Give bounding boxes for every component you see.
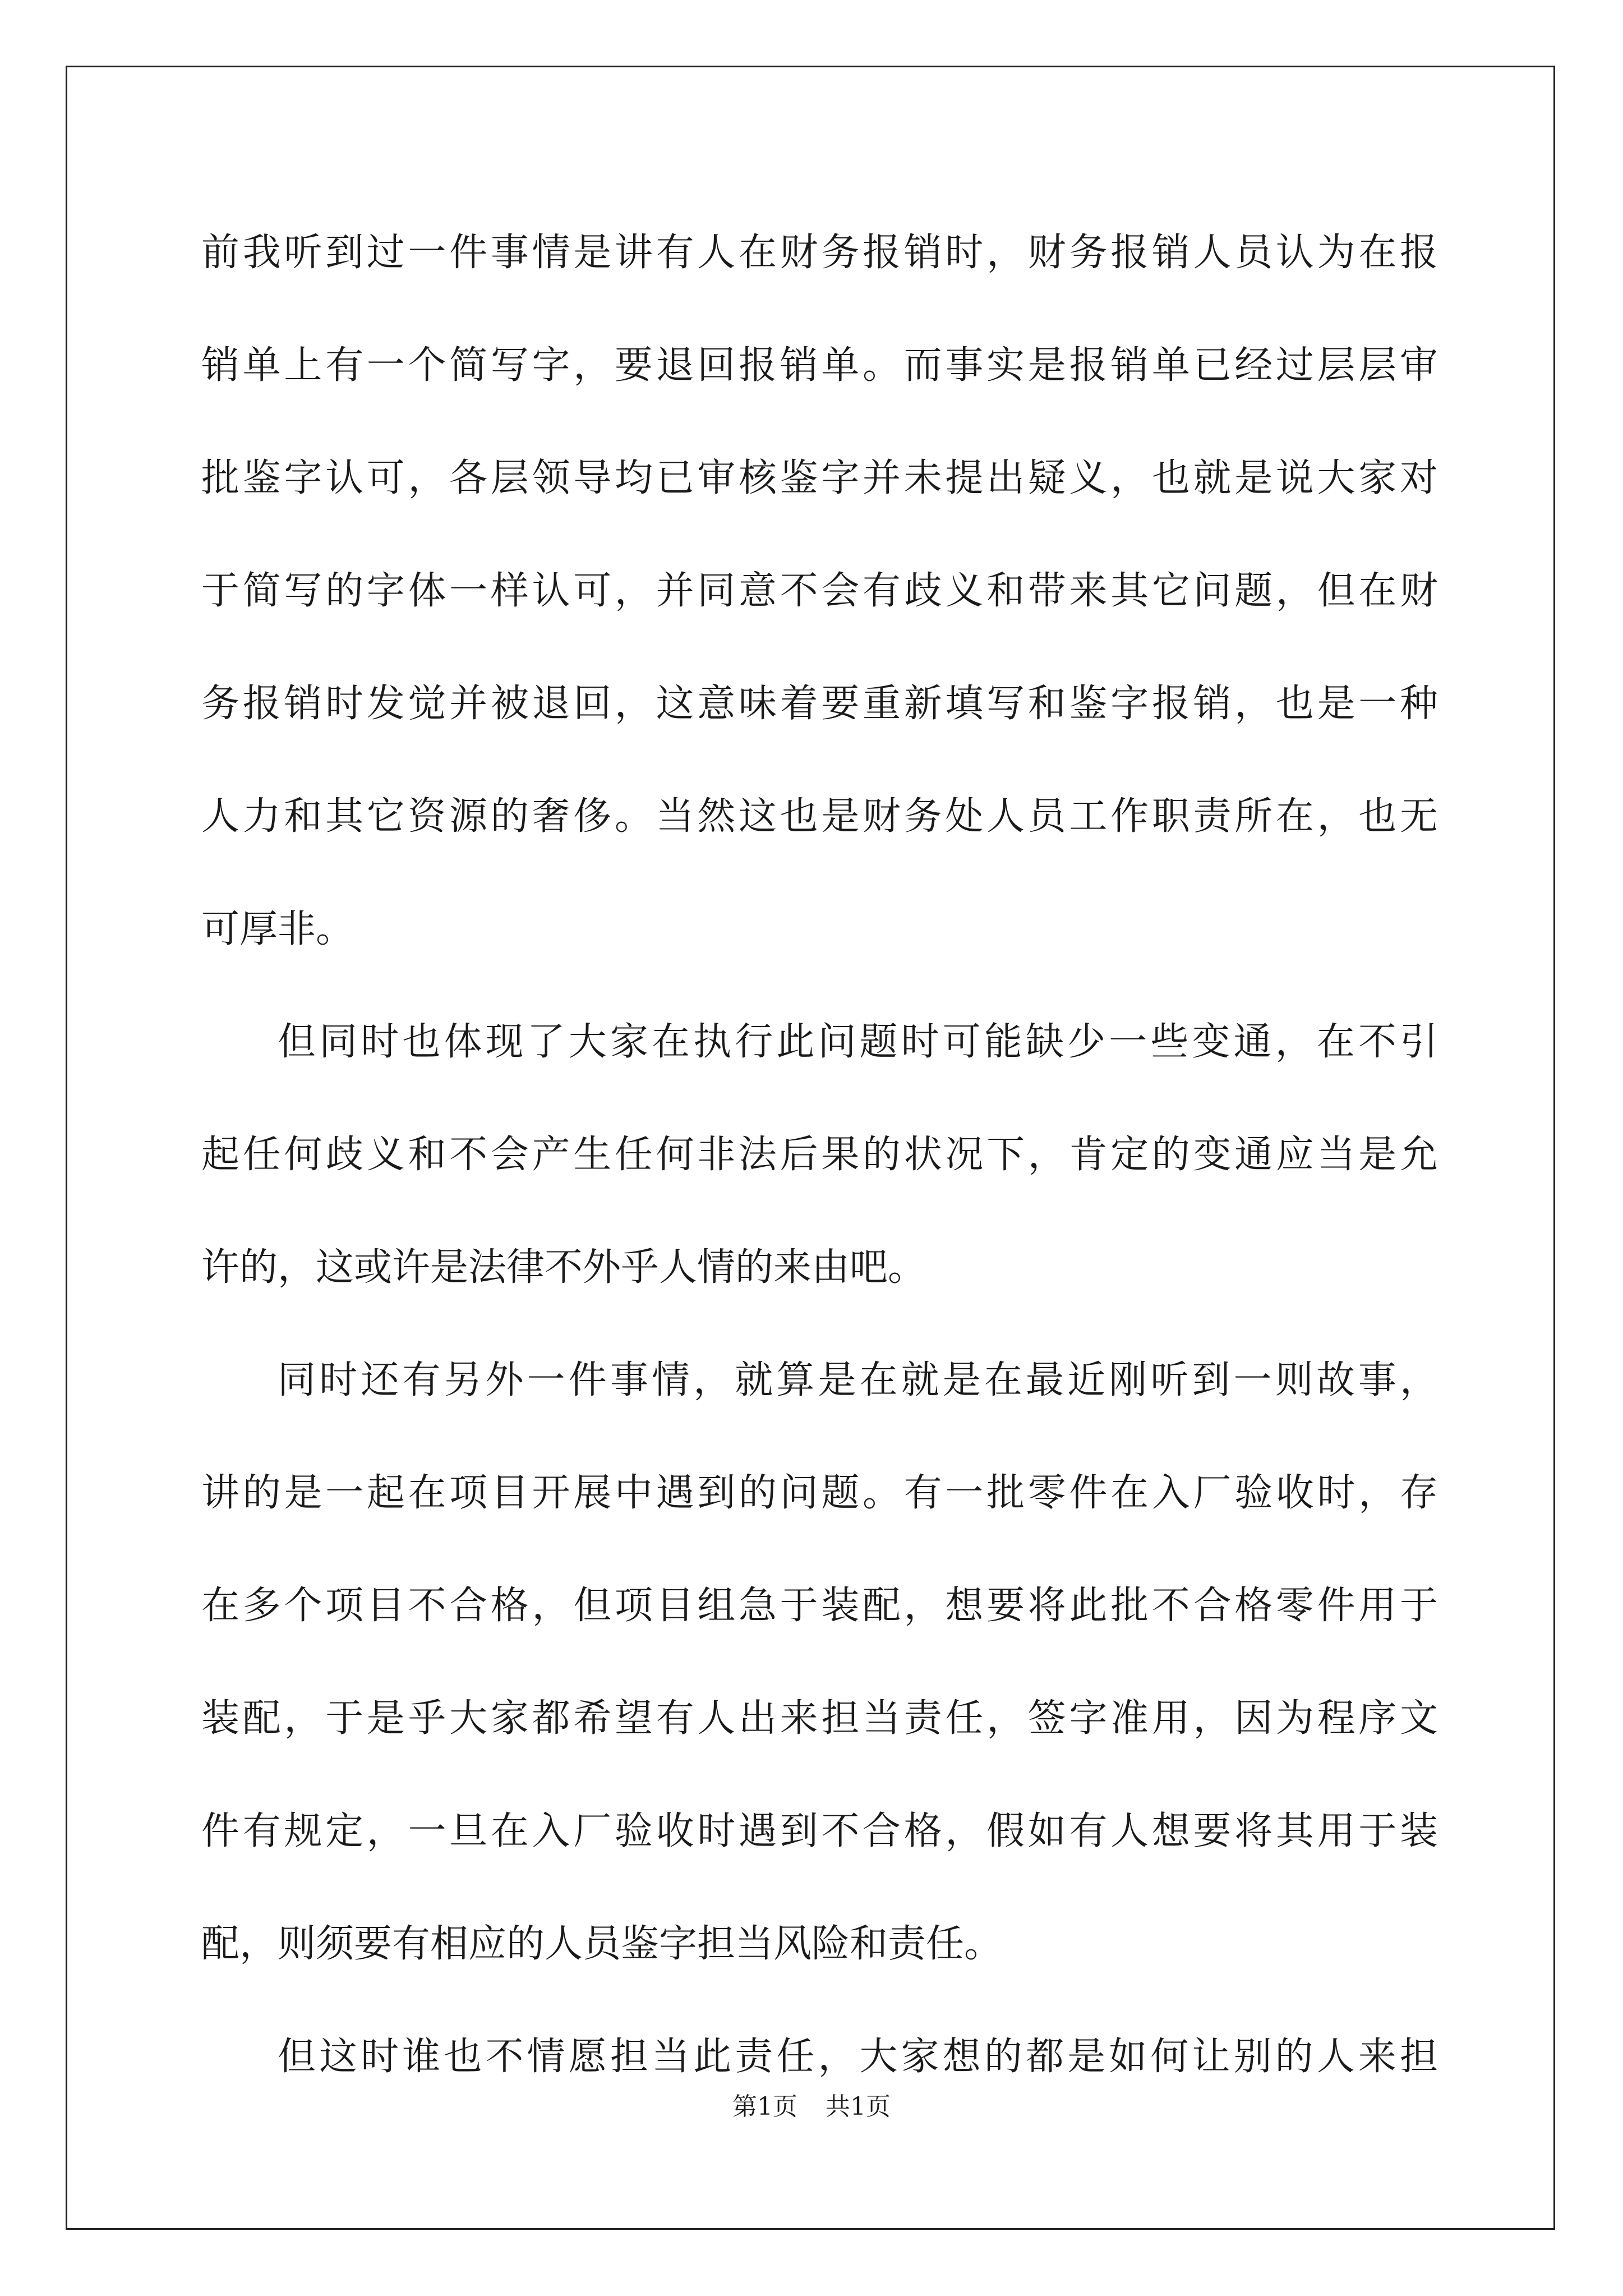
body-line: 在多个项目不合格，但项目组急于装配，想要将此批不合格零件用于 [201, 1584, 1438, 1628]
body-line: 件有规定，一旦在入厂验收时遇到不合格，假如有人想要将其用于装 [201, 1809, 1438, 1853]
body-line: 可厚非。 [201, 907, 354, 951]
body-line: 于简写的字体一样认可，并同意不会有歧义和带来其它问题，但在财 [201, 569, 1438, 613]
body-line: 讲的是一起在项目开展中遇到的问题。有一批零件在入厂验收时，存 [201, 1471, 1438, 1515]
body-line: 前我听到过一件事情是讲有人在财务报销时，财务报销人员认为在报 [201, 231, 1438, 275]
document-body [201, 196, 1438, 2113]
page-total-label: 共1页 [826, 2092, 891, 2121]
body-line: 装配，于是乎大家都希望有人出来担当责任，签字准用，因为程序文 [201, 1696, 1438, 1741]
body-line: 销单上有一个简写字，要退回报销单。而事实是报销单已经过层层审 [201, 343, 1438, 388]
body-line: 但同时也体现了大家在执行此问题时可能缺少一些变通，在不引 [278, 1020, 1438, 1064]
body-line: 批鉴字认可，各层领导均已审核鉴字并未提出疑义，也就是说大家对 [201, 456, 1438, 500]
page-footer [0, 2090, 1623, 2124]
body-line: 配，则须要有相应的人员鉴字担当风险和责任。 [201, 1922, 1003, 1966]
body-line: 许的，这或许是法律不外乎人情的来由吧。 [201, 1245, 926, 1290]
body-line: 同时还有另外一件事情，就算是在就是在最近刚听到一则故事， [278, 1358, 1438, 1402]
body-line: 起任何歧义和不会产生任何非法后果的状况下，肯定的变通应当是允 [201, 1133, 1438, 1177]
body-line: 务报销时发觉并被退回，这意味着要重新填写和鉴字报销，也是一种 [201, 682, 1438, 726]
body-line: 但这时谁也不情愿担当此责任，大家想的都是如何让别的人来担 [278, 2035, 1438, 2079]
body-line: 人力和其它资源的奢侈。当然这也是财务处人员工作职责所在，也无 [201, 794, 1438, 839]
page-number-label: 第1页 [732, 2092, 797, 2121]
